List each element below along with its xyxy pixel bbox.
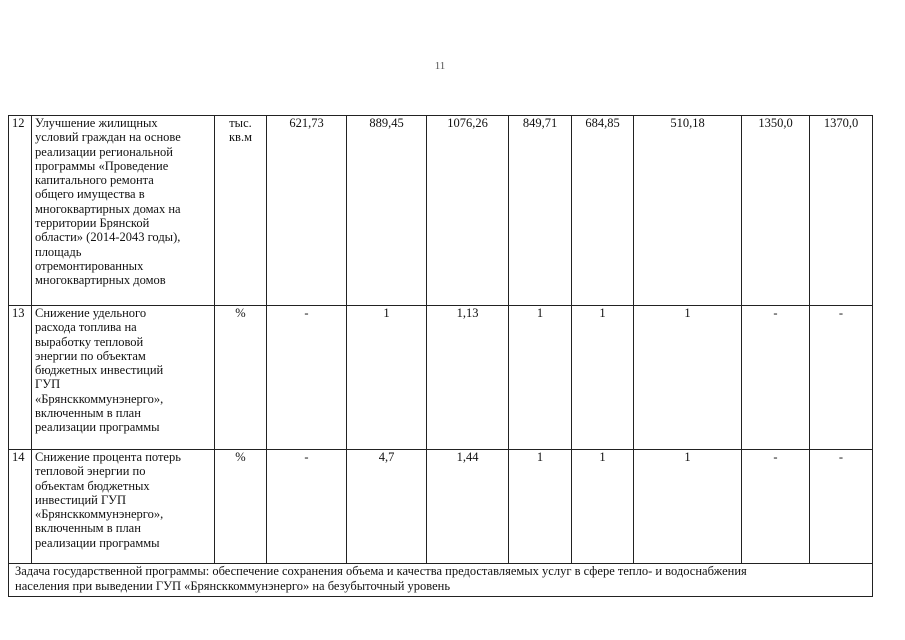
task-row [9,564,873,597]
indicator-name-line: бюджетных инвестиций [35,363,164,378]
indicator-name-line: реализации программы [35,535,160,550]
value-cell: 1 [572,450,634,564]
value-cell: 1 [572,306,634,450]
task-line-2: населения при выведении ГУП «Брянсккоммунэнерго» на безубыточный уровень [15,579,451,593]
page-number: 11 [434,60,446,72]
indicator-name-line: Снижение процента потерь [35,450,181,464]
table-row [9,116,873,306]
unit-cell [215,306,267,450]
value-cell: 1 [509,306,572,450]
indicator-name-line: расхода топлива на [35,320,137,335]
value-cell: - [742,306,810,450]
table-body [9,116,873,597]
value-cell: - [742,450,810,564]
value-cell: - [810,306,873,450]
value-cell: 510,18 [634,116,742,306]
value-cell: 1 [634,306,742,450]
indicator-name-line: Снижение удельного [35,306,147,320]
indicator-name-line: энергии по объектам [35,348,146,363]
indicator-name-line: программы «Проведение [35,158,169,173]
row-number: 13 [9,306,32,450]
indicator-name-line: выработку тепловой [35,334,144,349]
value-cell: 849,71 [509,116,572,306]
table-row [9,450,873,564]
value-cell: 1,13 [427,306,509,450]
unit-line: % [235,450,246,464]
indicator-name-line: «Брянсккоммунэнерго», [35,391,164,406]
unit-cell [215,450,267,564]
row-number: 12 [9,116,32,306]
value-cell: 621,73 [267,116,347,306]
task-cell [9,564,873,597]
indicator-name-line: реализации программы [35,420,160,435]
indicator-name-line: объектам бюджетных [35,478,150,493]
indicator-name-line: включенным в план [35,521,141,536]
value-cell: - [810,450,873,564]
unit-line: тыс. [229,116,252,130]
indicator-name-line: Улучшение жилищных [35,116,158,130]
unit-line: % [235,306,246,320]
value-cell: 1,44 [427,450,509,564]
task-line-1: Задача государственной программы: обеспечение сохранения объема и качества предоставляемых услуг в сфере тепло- и водоснабжения [15,564,747,578]
value-cell: 1350,0 [742,116,810,306]
value-cell: 684,85 [572,116,634,306]
indicators-table [8,115,873,597]
value-cell: - [267,450,347,564]
row-number: 14 [9,450,32,564]
indicator-name [32,306,215,450]
indicator-name-line: инвестиций ГУП [35,492,127,507]
table-row [9,306,873,450]
value-cell: - [267,306,347,450]
indicator-name [32,116,215,306]
indicator-name-line: области» (2014-2043 годы), [35,230,181,245]
value-cell: 1 [509,450,572,564]
unit-cell [215,116,267,306]
indicator-name-line: многоквартирных домов [35,273,166,288]
value-cell: 1 [347,306,427,450]
value-cell: 4,7 [347,450,427,564]
indicator-name [32,450,215,564]
value-cell: 1370,0 [810,116,873,306]
indicator-name-line: тепловой энергии по [35,464,146,479]
indicator-name-line: реализации региональной [35,144,173,159]
indicator-name-line: ГУП [35,377,61,392]
indicator-name-line: включенным в план [35,406,141,421]
indicator-name-line: условий граждан на основе [35,130,181,145]
indicator-name-line: общего имущества в [35,187,145,202]
value-cell: 889,45 [347,116,427,306]
indicator-name-line: многоквартирных домах на [35,201,181,216]
indicator-name-line: «Брянсккоммунэнерго», [35,507,164,522]
indicator-name-line: капитального ремонта [35,173,154,188]
indicator-name-line: площадь [35,244,82,259]
indicator-name-line: отремонтированных [35,258,144,273]
value-cell: 1076,26 [427,116,509,306]
indicator-name-line: территории Брянской [35,216,150,231]
value-cell: 1 [634,450,742,564]
unit-line: кв.м [228,130,252,145]
